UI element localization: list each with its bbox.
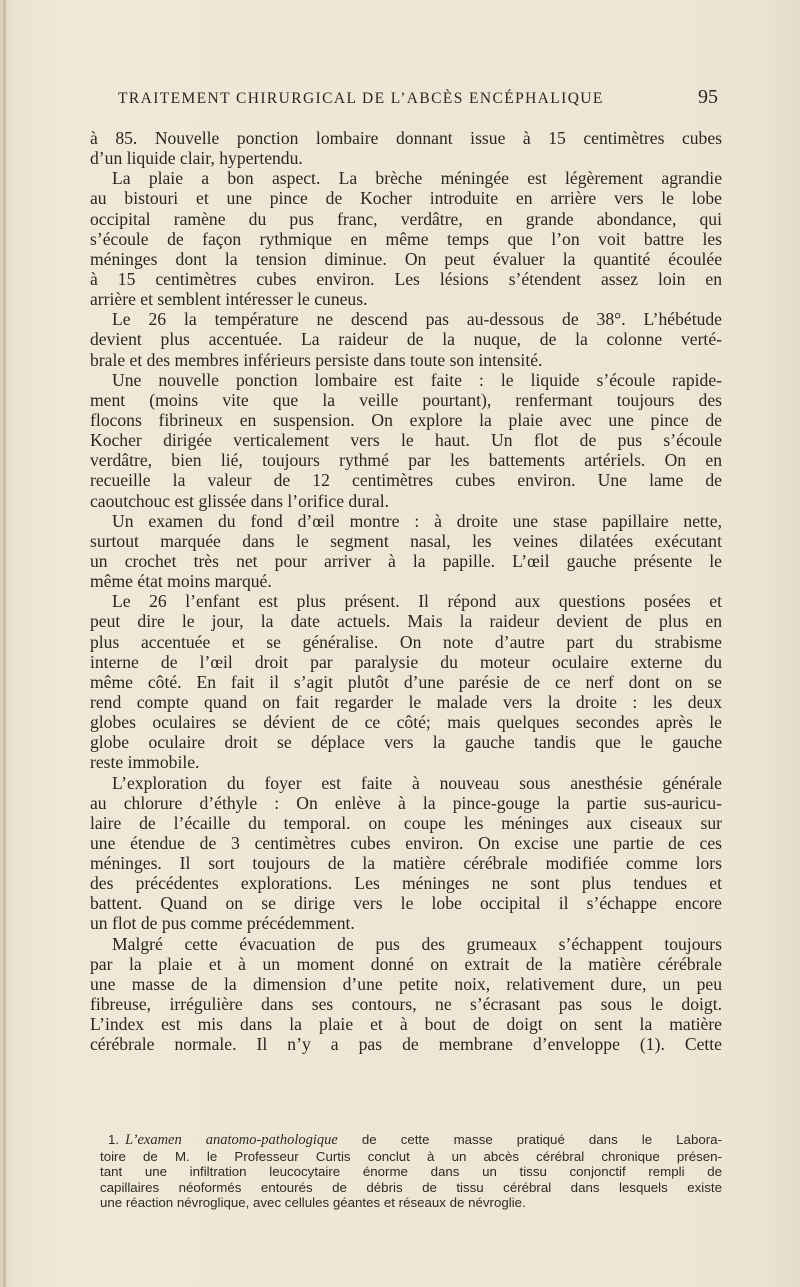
text-line: verdâtre, bien lié, toujours rythmé par les battements artériels. On en [90,450,722,471]
footnote-number: 1. [108,1132,120,1147]
text-line: arrière et semblent intéresser le cuneus. [90,289,368,310]
text-line: méninges. Il sort toujours de la matière cérébrale modifiée comme lors [90,853,722,874]
text-line: peut dire le jour, la date actuels. Mais la raideur devient de plus en [90,611,722,632]
text-line: une étendue de 3 centimètres cubes environ. On excise une partie de ces [90,832,722,853]
page-number: 95 [698,86,718,108]
body-text [90,128,722,1054]
binding-gutter [3,0,6,1287]
text-line: globes oculaires se dévient de ce côté; mais quelques secondes après le [90,712,722,733]
text-line: fibreuse, irrégulière dans ses contours, ne s’écrasant pas sous le doigt. [90,994,722,1015]
text-line: L’index est mis dans la plaie et à bout de doigt on sent la matière [90,1014,722,1035]
text-line: caoutchouc est glissée dans l’orifice dural. [90,490,389,511]
text-line: flocons fibrineux en suspension. On explore la plaie avec une pince de [90,409,722,430]
text-line: Le 26 la température ne descend pas au-dessous de 38°. L’hébétude [112,309,722,330]
text-line: Une nouvelle ponction lombaire est faite : le liquide s’écoule rapide- [112,369,722,390]
text-line: au bistouri et une pince de Kocher introduite en arrière vers le lobe [90,188,722,209]
text-line: même côté. En fait il s’agit plutôt d’une parésie de ce nerf dont on se [90,671,722,692]
text-line: même état moins marqué. [90,571,272,592]
text-line: cérébrale normale. Il n’y a pas de membrane d’enveloppe (1). Cette [90,1034,722,1055]
text-line: s’écoule de façon rythmique en même temps que l’on voit battre les [90,228,722,249]
text-line: battent. Quand on se dirige vers le lobe occipital il s’échappe encore [90,893,722,914]
text-line: par la plaie et à un moment donné on extrait de la matière cérébrale [90,953,722,974]
text-line: Un examen du fond d’œil montre : à droite une stase papillaire nette, [112,510,722,531]
text-line: des précédentes explorations. Les méninges ne sont plus tendues et [90,873,722,894]
text-line: d’un liquide clair, hypertendu. [90,148,303,169]
text-line: laire de l’écaille du temporal. on coupe les méninges aux ciseaux sur [90,812,722,833]
text-line: ment (moins vite que la veille pourtant), renfermant toujours des [90,389,722,410]
text-line: occipital ramène du pus franc, verdâtre, en grande abondance, qui [90,208,722,229]
text-line: à 85. Nouvelle ponction lombaire donnant issue à 15 centimètres cubes [90,128,722,148]
running-head-title: TRAITEMENT CHIRURGICAL DE L’ABCÈS ENCÉPHALIQUE [118,90,604,107]
text-line: brale et des membres inférieurs persiste dans toute son intensité. [90,349,543,370]
footnote-line: tant une infiltration leucocytaire énorme dans un tissu conjonctif rempli de [100,1164,722,1180]
text-line: rend compte quand on fait regarder le malade vers la droite : les deux [90,691,722,712]
footnote-italic-lead: L’examen anatomo-pathologique [125,1132,338,1148]
text-line: globe oculaire droit se déplace vers la gauche tandis que le gauche [90,732,722,753]
text-line: reste immobile. [90,752,200,773]
footnote-line: toire de M. le Professeur Curtis conclut à un abcès cérébral chronique présen- [100,1148,722,1164]
text-line: devient plus accentuée. La raideur de la nuque, de la colonne verté- [90,329,722,350]
text-line: Le 26 l’enfant est plus présent. Il répond aux questions posées et [112,591,722,612]
text-line: un crochet très net pour arriver à la papille. L’œil gauche présente le [90,550,722,571]
text-line: surtout marquée dans le segment nasal, les veines dilatées exécutant [90,530,722,551]
footnote-line [100,1132,722,1149]
text-line: L’exploration du foyer est faite à nouveau sous anesthésie générale [112,772,722,793]
text-line: à 15 centimètres cubes environ. Les lésions s’étendent assez loin en [90,268,722,289]
text-line: plus accentuée et se généralise. On note d’autre part du strabisme [90,631,722,652]
text-line: une masse de la dimension d’une petite noix, relativement dure, un peu [90,973,722,994]
text-line: un flot de pus comme précédemment. [90,913,355,934]
footnote-text: de cette masse pratiqué dans le Labora- [337,1132,722,1147]
text-line: recueille la valeur de 12 centimètres cubes environ. Une lame de [90,470,722,491]
text-line: méninges dont la tension diminue. On peut évaluer la quantité écoulée [90,248,722,269]
footnote [100,1132,722,1211]
text-line: La plaie a bon aspect. La brèche méningée est légèrement agrandie [112,168,722,189]
text-line: au chlorure d’éthyle : On enlève à la pince-gouge la partie sus-auricu- [90,792,722,813]
text-line: Malgré cette évacuation de pus des grumeaux s’échappent toujours [112,933,722,954]
text-line: Kocher dirigée verticalement vers le haut. Un flot de pus s’écoule [90,430,722,451]
footnote-line: capillaires néoformés entourés de débris de tissu cérébral dans lesquels existe [100,1179,722,1195]
running-head [118,86,718,112]
text-line: interne de l’œil droit par paralysie du moteur oculaire externe du [90,651,722,672]
footnote-line: une réaction névroglique, avec cellules géantes et réseaux de névroglie. [100,1195,526,1211]
